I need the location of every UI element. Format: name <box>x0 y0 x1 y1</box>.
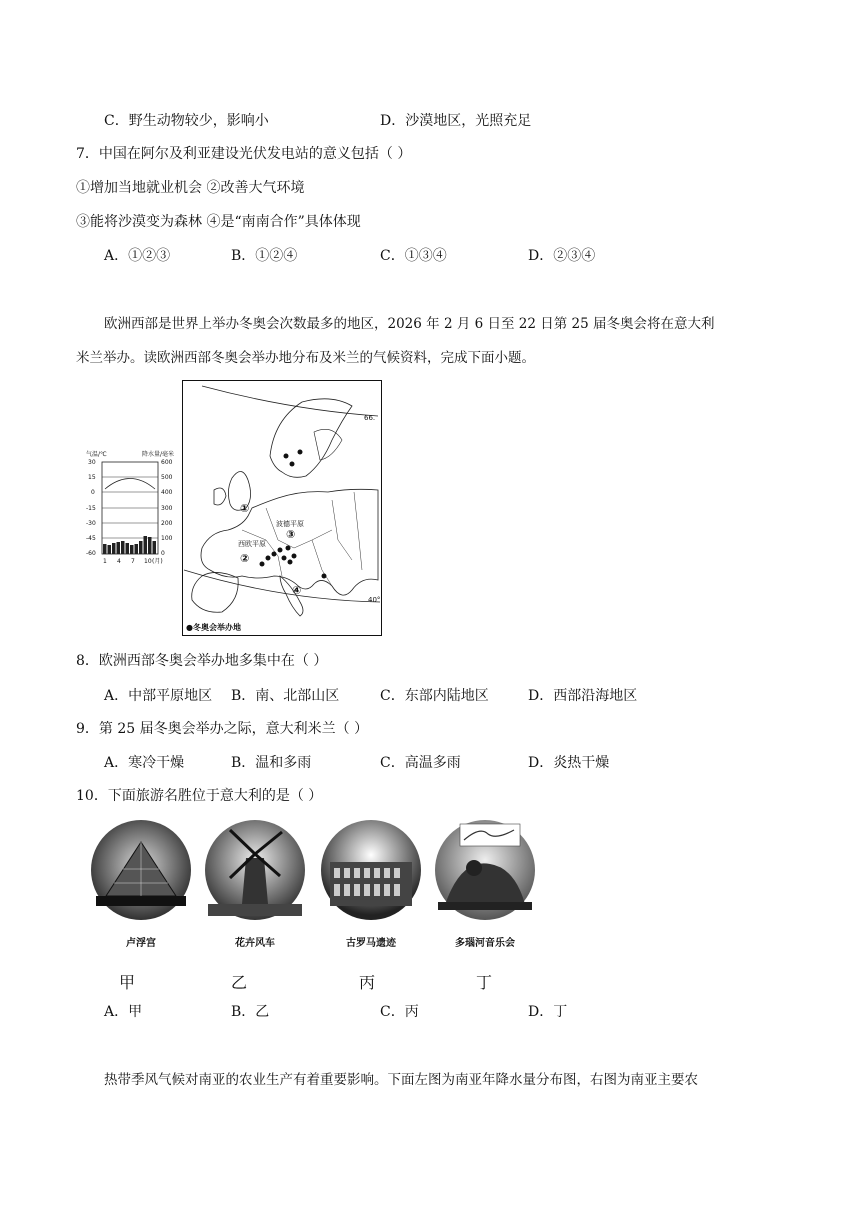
q7-option-c: C．①③④ <box>380 248 447 264</box>
q8-stem: 8．欧洲西部冬奥会举办地多集中在（ ） <box>76 653 328 669</box>
q7-items-line2: ③能将沙漠变为森林 ④是“南南合作”具体体现 <box>76 214 361 230</box>
climate-left-tick-2: 0 <box>91 489 95 496</box>
q8-option-c: C．东部内陆地区 <box>380 688 489 704</box>
climate-right-tick-4: 200 <box>161 520 173 527</box>
map-legend: ●冬奥会举办地 <box>186 623 241 632</box>
climate-right-tick-6: 0 <box>161 550 165 557</box>
precipitation-bars <box>103 536 156 554</box>
climate-right-tick-2: 400 <box>161 489 173 496</box>
climate-left-tick-0: 30 <box>88 459 96 466</box>
q9-stem: 9．第 25 届冬奥会举办之际，意大利米兰（ ） <box>76 721 369 737</box>
photo-caption-3: 多瑙河音乐会 <box>455 938 515 949</box>
q7-option-a: A．①②③ <box>104 248 171 264</box>
q9-option-b: B．温和多雨 <box>231 755 312 771</box>
photo-caption-0: 卢浮宫 <box>126 938 156 949</box>
western-europe-map <box>182 380 382 636</box>
photo-danube-concert <box>430 818 540 936</box>
q10-option-c: C．丙 <box>380 1004 419 1020</box>
climate-right-axis-title: 降水量/毫米 <box>142 451 175 458</box>
q7-option-b: B．①②④ <box>231 248 298 264</box>
climate-right-tick-5: 100 <box>161 535 173 542</box>
q9-option-c: C．高温多雨 <box>380 755 461 771</box>
climate-right-tick-3: 300 <box>161 505 173 512</box>
q7-items-line1: ①增加当地就业机会 ②改善大气环境 <box>76 180 305 196</box>
map-label-north-plain: 波德平原 <box>276 520 304 528</box>
q10-option-d: D．丁 <box>528 1004 568 1020</box>
temperature-curve <box>105 479 155 490</box>
photo-mark-jia: 甲 <box>119 973 136 992</box>
q10-stem: 10．下面旅游名胜位于意大利的是（ ） <box>76 788 323 804</box>
map-marker-3: ③ <box>286 528 296 541</box>
map-marker-4: ④ <box>292 584 302 597</box>
milan-climate-chart <box>84 448 180 570</box>
lat-bottom-label: 40° <box>368 596 381 604</box>
passage2-line1: 热带季风气候对南亚的农业生产有着重要影响。下面左图为南亚年降水量分布图，右图为南亚主要农 <box>104 1072 698 1088</box>
photo-caption-2: 古罗马遗迹 <box>346 938 396 949</box>
lat-top-label: 66. <box>364 414 376 422</box>
climate-x-tick-3: 10 <box>144 558 152 565</box>
photo-louvre <box>86 818 196 936</box>
q8-option-d: D．西部沿海地区 <box>528 688 638 704</box>
climate-left-tick-6: -60 <box>86 550 96 557</box>
passage1-line1: 欧洲西部是世界上举办冬奥会次数最多的地区，2026 年 2 月 6 日至 22 日第 25 届冬奥会将在意大利 <box>104 316 715 332</box>
climate-left-tick-5: -45 <box>86 535 96 542</box>
photo-mark-yi: 乙 <box>231 973 248 992</box>
climate-right-tick-1: 500 <box>161 474 173 481</box>
q9-option-d: D．炎热干燥 <box>528 755 610 771</box>
q8-option-a: A．中部平原地区 <box>104 688 213 704</box>
photo-colosseum <box>316 818 426 936</box>
climate-x-tick-2: 7 <box>131 558 135 565</box>
q7-stem: 7．中国在阿尔及利亚建设光伏发电站的意义包括（ ） <box>76 146 412 162</box>
photo-caption-1: 花卉风车 <box>235 938 275 949</box>
map-marker-1: ① <box>240 502 250 515</box>
climate-left-tick-3: -15 <box>86 505 96 512</box>
climate-left-tick-1: 15 <box>88 474 96 481</box>
climate-x-tick-0: 1 <box>103 558 107 565</box>
map-marker-2: ② <box>240 552 250 565</box>
q9-option-a: A．寒冷干燥 <box>104 755 185 771</box>
climate-x-tick-1: 4 <box>117 558 121 565</box>
q7-option-d: D．②③④ <box>528 248 596 264</box>
climate-x-tick-4: (月) <box>152 558 163 565</box>
climate-right-tick-0: 600 <box>161 459 173 466</box>
q10-option-b: B．乙 <box>231 1004 270 1020</box>
passage1-line2: 米兰举办。读欧洲西部冬奥会举办地分布及米兰的气候资料，完成下面小题。 <box>76 350 535 366</box>
photo-mark-ding: 丁 <box>476 973 493 992</box>
map-label-west-plain: 西欧平原 <box>238 540 266 548</box>
q6-option-c: C．野生动物较少，影响小 <box>104 113 269 129</box>
photo-windmill <box>200 818 310 936</box>
q10-option-a: A．甲 <box>104 1004 143 1020</box>
climate-left-tick-4: -30 <box>86 520 96 527</box>
climate-left-axis-title: 气温/℃ <box>86 451 107 458</box>
q8-option-b: B．南、北部山区 <box>231 688 340 704</box>
photo-mark-bing: 丙 <box>359 973 376 992</box>
q6-option-d: D．沙漠地区，光照充足 <box>380 113 532 129</box>
